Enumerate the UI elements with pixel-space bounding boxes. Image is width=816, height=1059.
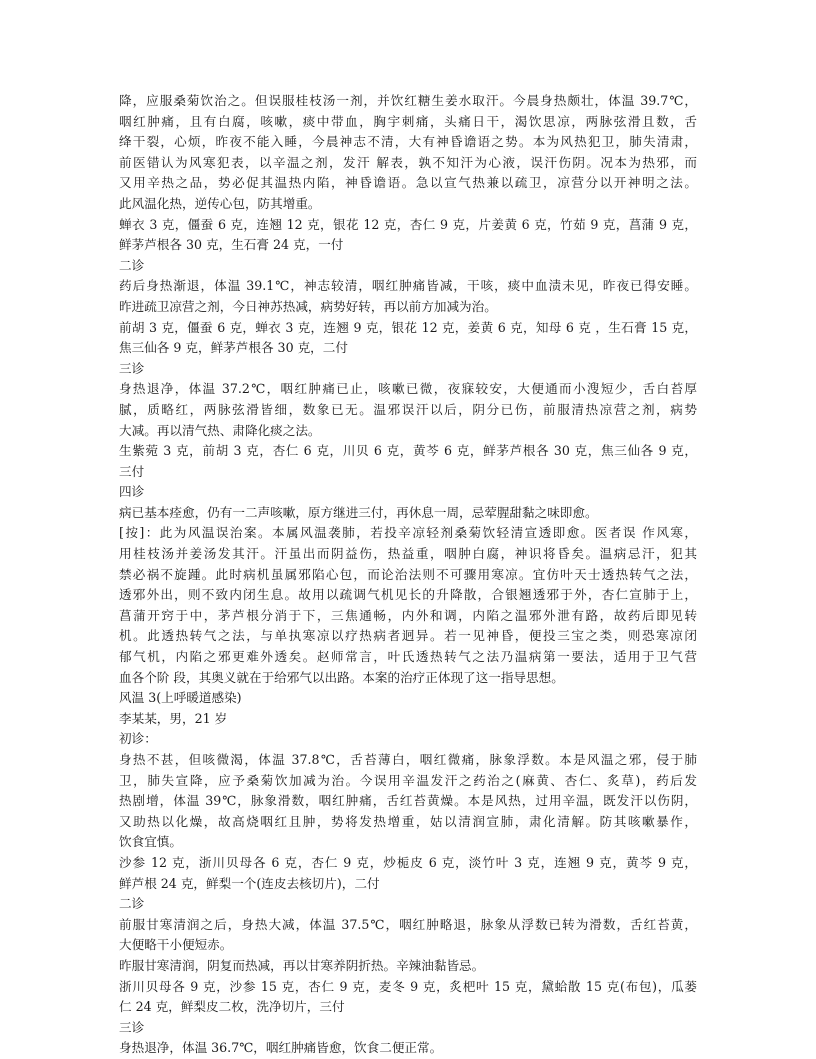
text-line: 李某某，男，21 岁	[119, 710, 228, 726]
text-line: 风温 3(上呼暖道感染)	[119, 690, 242, 706]
text-line: 鲜茅芦根各 30 克，生石膏 24 克，一付	[119, 237, 344, 253]
text-line: 用桂枝汤并姜汤发其汗。汗虽出而阴益伤，热益重，咽肿白腐，神识将昏矣。温病忌汗，犯其	[119, 546, 697, 562]
text-line: 鲜芦根 24 克，鲜梨一个(连皮去核切片)，二付	[119, 875, 380, 891]
text-line: 初诊：	[119, 731, 157, 747]
text-line: 卫，肺失宣降，应予桑菊饮加减为治。今误用辛温发汗之药治之(麻黄、杏仁、炙草)，药后发	[119, 772, 697, 788]
text-line: 血各个阶 段，其奥义就在于给邪气以出路。本案的治疗正体现了这一指导思想。	[119, 669, 564, 685]
text-line: 二诊	[119, 257, 145, 273]
text-line: 昨服甘寒清润，阴复而热减，再以甘寒养阴折热。辛辣油黏皆忌。	[119, 957, 485, 973]
text-line: 身热退净，体温 36.7℃，咽红肿痛皆愈，饮食二便正常。	[119, 1040, 443, 1056]
document-body	[119, 91, 697, 1059]
text-line: 四诊	[119, 484, 145, 500]
text-line: 三诊	[119, 360, 145, 376]
text-line: 饮食宜慎。	[119, 834, 182, 850]
text-line: 浙川贝母各 9 克，沙参 15 克，杏仁 9 克，麦冬 9 克，炙杷叶 15 克，黛蛤散 15 克(布包)，瓜蒌	[119, 978, 697, 994]
text-line: 仁 24 克，鲜梨皮二枚，洗净切片，三付	[119, 999, 345, 1015]
text-line: 透邪外出，则不致内闭生息。故用以疏调气机见长的升降散，合银翘透邪于外，杏仁宣肺于上，	[119, 587, 697, 603]
text-line: 郁气机，内陷之邪更难外透矣。赵师常言，叶氏透热转气之法乃温病第一要法，适用于卫气营	[119, 649, 697, 665]
text-line: 前胡 3 克，僵蚕 6 克，蝉衣 3 克，连翘 9 克，银花 12 克，姜黄 6 克，知母 6 克 ，生石膏 15 克，	[119, 319, 697, 335]
text-line: 蝉衣 3 克，僵蚕 6 克，连翘 12 克，银花 12 克，杏仁 9 克，片姜黄 6 克，竹茹 9 克，菖蒲 9 克，	[119, 216, 697, 232]
text-line: 三付	[119, 463, 145, 479]
text-line: 绛干裂，心烦，昨夜不能入睡，今晨神志不清，大有神昏谵语之势。本为风热犯卫，肺失清肃，	[119, 134, 697, 150]
text-line: 又用辛热之品，势必促其温热内陷，神昏谵语。急以宣气热兼以疏卫，凉营分以开神明之法。	[119, 175, 697, 191]
text-line: 机。此透热转气之法，与单执寒凉以疗热病者迥异。若一见神昏，便投三宝之类，则恐寒凉闭	[119, 628, 697, 644]
text-line: 三诊	[119, 1019, 145, 1035]
text-line: 大减。再以清气热、肃降化痰之法。	[119, 422, 321, 438]
text-line: 大便略干小便短赤。	[119, 937, 233, 953]
text-line: 焦三仙各 9 克，鲜茅芦根各 30 克，二付	[119, 340, 348, 356]
text-line: 咽红肿痛，且有白腐，咳嗽，痰中带血，胸宇刺痛，头痛日干，渴饮思凉，两脉弦滑且数，舌	[119, 113, 697, 129]
text-line: 病已基本痊愈，仍有一二声咳嗽，原方继进三付，再休息一周，忌荤腥甜黏之味即愈。	[119, 504, 598, 520]
text-line: 沙参 12 克，浙川贝母各 6 克，杏仁 9 克，炒栀皮 6 克，淡竹叶 3 克，连翘 9 克，黄芩 9 克，	[119, 854, 697, 870]
text-line: 菖蒲开窍于中，茅芦根分消于下，三焦通畅，内外和调，内陷之温邪外泄有路，故药后即见转	[119, 607, 697, 623]
text-line: 此风温化热，逆传心包，防其增重。	[119, 195, 321, 211]
text-line: 降，应服桑菊饮治之。但误服桂枝汤一剂，并饮红糖生姜水取汗。今晨身热颇壮，体温 39.7℃，	[119, 93, 697, 108]
text-line: 热剧增，体温 39℃，脉象滑数，咽红肿痛，舌红苔黄燥。本是风热，过用辛温，既发汗以伤阴，	[119, 793, 697, 809]
text-line: 前医错认为风寒犯表，以辛温之剂，发汗 解表，孰不知汗为心液，误汗伤阴。况本为热邪，而	[119, 154, 697, 170]
text-line: 二诊	[119, 896, 145, 912]
text-line: 前服甘寒清润之后，身热大减，体温 37.5℃，咽红肿略退，脉象从浮数已转为滑数，舌红苔黄，	[119, 916, 697, 932]
text-line: 又助热以化燥，故高烧咽红且肿，势将发热增重，姑以清润宣肺，肃化清解。防其咳嗽暴作，	[119, 813, 697, 829]
text-line: [按]：此为风温误治案。本属风温袭肺，若投辛凉轻剂桑菊饮轻清宣透即愈。医者误 作风寒，	[119, 525, 697, 541]
text-line: 禁必祸不旋踵。此时病机虽属邪陷心包，而论治法则不可骤用寒凉。宜仿叶天士透热转气之法，	[119, 566, 697, 582]
text-line: 昨进疏卫凉营之剂，今日神苏热减，病势好转，再以前方加减为治。	[119, 298, 497, 314]
text-line: 生紫菀 3 克，前胡 3 克，杏仁 6 克，川贝 6 克，黄芩 6 克，鲜茅芦根各 30 克，焦三仙各 9 克，	[119, 443, 697, 459]
text-line: 药后身热渐退，体温 39.1℃，神志较清，咽红肿痛皆减，干咳，痰中血渍未见，昨夜已得安睡。	[119, 278, 697, 294]
text-line: 身热不甚，但咳微渴，体温 37.8℃，舌苔薄白，咽红微痛，脉象浮数。本是风温之邪，侵于肺	[119, 752, 697, 767]
text-line: 腻，质略红，两脉弦滑皆细，数象已无。温邪误汗以后，阴分已伤，前服清热凉营之剂，病势	[119, 401, 697, 417]
text-line: 身热退净，体温 37.2℃，咽红肿痛已止，咳嗽已微，夜寐较安，大便通而小溲短少，舌白苔厚	[119, 381, 697, 397]
